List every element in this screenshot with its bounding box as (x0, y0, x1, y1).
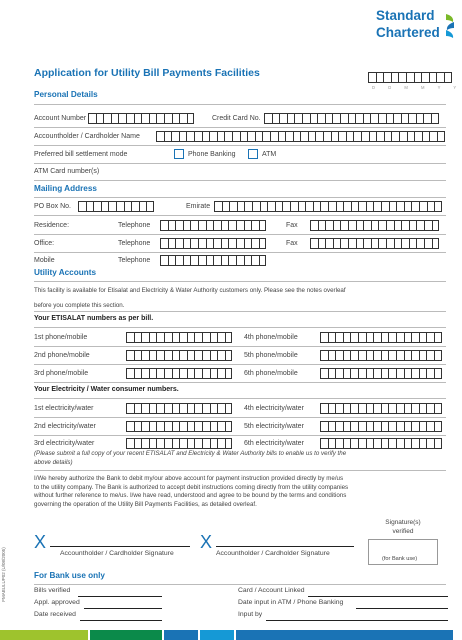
office-telephone-label: Telephone (118, 240, 151, 247)
for-bank-use-label: (for Bank use) (382, 556, 418, 562)
electricity-2-input[interactable] (126, 421, 232, 432)
emirate-input[interactable] (214, 201, 442, 212)
account-number-label: Account Number (34, 115, 87, 122)
phone-1-input[interactable] (126, 332, 232, 343)
electricity-2-label: 2nd electricity/water (34, 423, 96, 430)
phone-6-label: 6th phone/mobile (244, 370, 298, 377)
divider (34, 327, 446, 328)
footer-bar-4 (200, 630, 234, 640)
brand-name-line2: Chartered (376, 25, 440, 40)
credit-card-input[interactable] (264, 113, 439, 124)
mobile-telephone-input[interactable] (160, 255, 266, 266)
bills-note-line1: (Please submit a full copy of your recent ETISALAT and Electricity & Water Authority bills to enable us to verify the (34, 450, 347, 457)
phone-6-input[interactable] (320, 368, 442, 379)
mobile-label: Mobile (34, 257, 55, 264)
account-number-input[interactable] (88, 113, 194, 124)
bills-note-line2: above details) (34, 458, 73, 466)
divider (34, 398, 446, 399)
phone-2-label: 2nd phone/mobile (34, 352, 90, 359)
divider (34, 252, 446, 253)
authorization-line4: governing the operation of the Utility Bill Payments Facilities, as detailed overleaf. (34, 500, 257, 508)
phone-4-input[interactable] (320, 332, 442, 343)
footer-bar-1 (0, 630, 88, 640)
etisalat-heading: Your ETISALAT numbers as per bill. (34, 315, 154, 322)
date-received-line[interactable] (80, 620, 162, 621)
office-fax-label: Fax (286, 240, 298, 247)
date-input-line[interactable] (356, 608, 448, 609)
bank-use-heading: For Bank use only (34, 571, 105, 580)
card-linked-line[interactable] (308, 596, 448, 597)
signature-line-2[interactable] (216, 546, 354, 547)
appl-approved-label: Appl. approved (34, 599, 80, 606)
brand-name-line1: Standard (376, 8, 435, 23)
divider (34, 145, 446, 146)
date-caption: D D M M Y Y (372, 85, 462, 90)
footer-bar-5 (236, 630, 453, 640)
divider (34, 180, 446, 181)
mobile-telephone-label: Telephone (118, 257, 151, 264)
signature-line-1[interactable] (50, 546, 190, 547)
divider (34, 234, 446, 235)
divider (34, 364, 446, 365)
signature-verified-label (363, 518, 443, 536)
po-box-label: PO Box No. (34, 203, 71, 210)
phone-4-label: 4th phone/mobile (244, 334, 298, 341)
settlement-mode-label: Preferred bill settlement mode (34, 151, 128, 158)
divider (34, 382, 446, 383)
atm-label: ATM (262, 151, 277, 158)
holder-name-label: Accountholder / Cardholder Name (34, 133, 140, 140)
electricity-6-input[interactable] (320, 438, 442, 449)
divider (34, 346, 446, 347)
residence-label: Residence: (34, 222, 70, 229)
authorization-line2: to the utility company. The Bank is authorized to accept debit instructions coming directly from the utility companies (34, 483, 349, 491)
form-title: Application for Utility Bill Payments Facilities (34, 67, 260, 79)
electricity-5-label: 5th electricity/water (244, 423, 304, 430)
divider (34, 584, 446, 585)
authorization-line3: without further reference to me/us. I/we have read, understood and agree to be bound by the terms and conditions (34, 492, 347, 499)
date-input-label: Date input in ATM / Phone Banking (238, 599, 344, 606)
divider (34, 470, 446, 471)
divider (34, 104, 446, 105)
electricity-5-input[interactable] (320, 421, 442, 432)
electricity-4-label: 4th electricity/water (244, 405, 304, 412)
utility-intro-line2: before you complete this section. (34, 302, 125, 309)
signature-verified-line2: verified (392, 528, 414, 535)
date-received-label: Date received (34, 611, 76, 618)
po-box-input[interactable] (78, 201, 154, 212)
authorization-line1: I/We hereby authorize the Bank to debit my/our above account for payment instruction provided directly by me/us (34, 475, 344, 482)
divider (34, 215, 446, 216)
phone-5-label: 5th phone/mobile (244, 352, 298, 359)
electricity-1-label: 1st electricity/water (34, 405, 94, 412)
holder-name-input[interactable] (156, 131, 445, 142)
signature-caption-2: Accountholder / Cardholder Signature (216, 550, 330, 557)
electricity-3-input[interactable] (126, 438, 232, 449)
utility-intro (34, 286, 450, 310)
divider (34, 127, 446, 128)
card-linked-label: Card / Account Linked (238, 587, 305, 594)
atm-checkbox[interactable] (248, 149, 258, 159)
utility-intro-line1: This facility is available for Etisalat and Electricity & Water Authority customers only. Please see the notes overleaf (34, 287, 346, 294)
mailing-address-heading: Mailing Address (34, 184, 97, 193)
footer-bar-2 (90, 630, 162, 640)
phone-banking-label: Phone Banking (188, 151, 236, 158)
signature-mark-1: X (34, 532, 47, 552)
divider (34, 417, 446, 418)
signature-caption-1: Accountholder / Cardholder Signature (60, 550, 174, 557)
divider (34, 197, 446, 198)
phone-1-label: 1st phone/mobile (34, 334, 88, 341)
personal-details-heading: Personal Details (34, 90, 98, 99)
office-label: Office: (34, 240, 55, 247)
bills-verified-line[interactable] (78, 596, 162, 597)
date-boxes[interactable] (368, 72, 452, 83)
divider (34, 435, 446, 436)
residence-fax-input[interactable] (310, 220, 439, 231)
electricity-heading: Your Electricity / Water consumer numbers. (34, 386, 179, 393)
signature-mark-2: X (200, 532, 213, 552)
residence-telephone-input[interactable] (160, 220, 266, 231)
utility-accounts-heading: Utility Accounts (34, 268, 97, 277)
brand-logo (376, 6, 450, 50)
authorization-text (34, 475, 450, 509)
phone-3-input[interactable] (126, 368, 232, 379)
office-fax-input[interactable] (310, 238, 439, 249)
office-telephone-input[interactable] (160, 238, 266, 249)
input-by-line[interactable] (266, 620, 448, 621)
divider (34, 281, 446, 282)
divider (34, 311, 446, 312)
electricity-3-label: 3rd electricity/water (34, 440, 95, 447)
phone-banking-checkbox[interactable] (174, 149, 184, 159)
residence-telephone-label: Telephone (118, 222, 151, 229)
electricity-1-input[interactable] (126, 403, 232, 414)
form-code: FMABULUP02 (U/08/2005) (0, 547, 6, 602)
residence-fax-label: Fax (286, 222, 298, 229)
credit-card-label: Credit Card No. (212, 115, 261, 122)
appl-approved-line[interactable] (84, 608, 162, 609)
input-by-label: Input by (238, 611, 263, 618)
bills-note (34, 450, 450, 467)
signature-verified-line1: Signature(s) (385, 519, 421, 526)
sc-logo-icon (444, 12, 456, 44)
emirate-label: Emirate (186, 203, 211, 210)
divider (34, 163, 446, 164)
phone-3-label: 3rd phone/mobile (34, 370, 89, 377)
electricity-6-label: 6th electricity/water (244, 440, 304, 447)
phone-2-input[interactable] (126, 350, 232, 361)
footer-bar-3 (164, 630, 198, 640)
phone-5-input[interactable] (320, 350, 442, 361)
atm-card-label: ATM Card number(s) (34, 168, 100, 175)
electricity-4-input[interactable] (320, 403, 442, 414)
bills-verified-label: Bills verified (34, 587, 71, 594)
